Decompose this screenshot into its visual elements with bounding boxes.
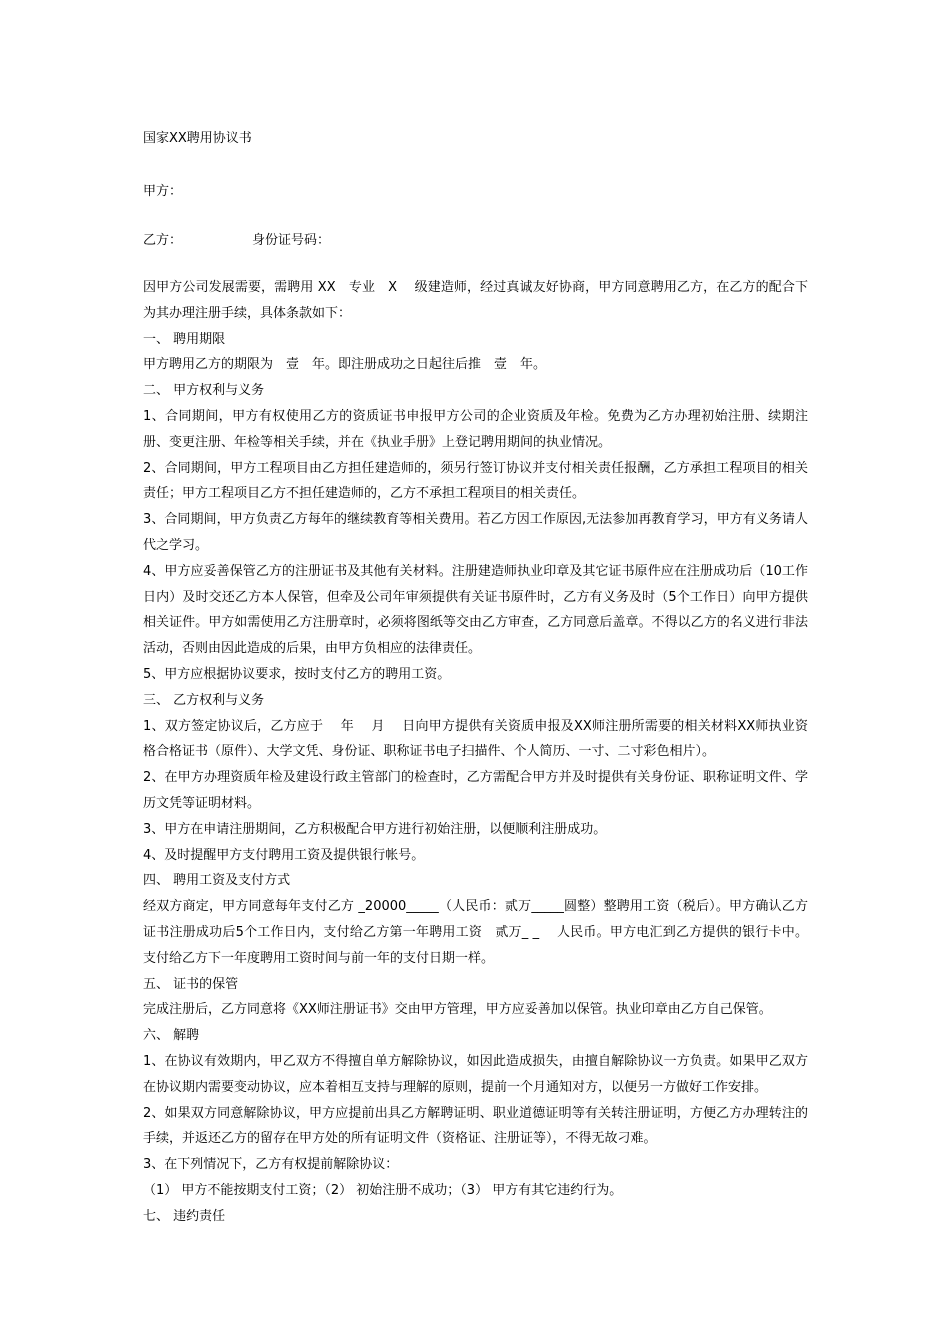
section-heading: 五、 证书的保管 xyxy=(143,976,239,992)
party-b-label: 乙方： xyxy=(143,233,183,248)
paragraph: 3、合同期间，甲方负责乙方每年的继续教育等相关费用。若乙方因工作原因,无法参加再教育学习，甲方有义务请人代之学习。 xyxy=(143,512,808,553)
section-heading: 三、 乙方权利与义务 xyxy=(143,692,265,708)
document-title: 国家XX聘用协议书 xyxy=(143,131,252,146)
paragraph: 经双方商定，甲方同意每年支付乙方 _20000_____（人民币：贰万_____圆整）整聘用工资（税后）。甲方确认乙方证书注册成功后5个工作日内，支付给乙方第一年聘用工资 贰万_ _ 人民币。甲方电汇到乙方提供的银行卡中。支付给乙方下一年度聘用工资时间与前一年的支付日期一样。 xyxy=(143,899,808,966)
paragraph: 2、在甲方办理资质年检及建设行政主管部门的检查时，乙方需配合甲方并及时提供有关身份证、职称证明文件、学历文凭等证明材料。 xyxy=(143,770,808,811)
paragraph: 1、合同期间，甲方有权使用乙方的资质证书申报甲方公司的企业资质及年检。免费为乙方办理初始注册、续期注册、变更注册、年检等相关手续，并在《执业手册》上登记聘用期间的执业情况。 xyxy=(143,408,808,450)
section-heading: 一、 聘用期限 xyxy=(143,331,226,347)
paragraph: （1） 甲方不能按期支付工资；（2） 初始注册不成功；（3） 甲方有其它违约行为。 xyxy=(143,1182,623,1198)
paragraph: 3、甲方在申请注册期间，乙方积极配合甲方进行初始注册，以便顺利注册成功。 xyxy=(143,821,607,837)
paragraph: 4、及时提醒甲方支付聘用工资及提供银行帐号。 xyxy=(143,847,425,863)
paragraph: 5、甲方应根据协议要求，按时支付乙方的聘用工资。 xyxy=(143,666,451,682)
paragraph: 2、如果双方同意解除协议，甲方应提前出具乙方解聘证明、职业道德证明等有关转注册证明，方便乙方办理转注的手续，并返还乙方的留存在甲方处的所有证明文件（资格证、注册证等），不得无故刁难。 xyxy=(143,1105,808,1147)
paragraph: 甲方聘用乙方的期限为 壹 年。即注册成功之日起往后推 壹 年。 xyxy=(143,357,547,373)
paragraph: 1、双方签定协议后，乙方应于 年 月 日向甲方提供有关资质申报及XX师注册所需要的相关材料XX师执业资格合格证书（原件）、大学文凭、身份证、职称证书电子扫描件、个人简历、一寸、二寸彩色相片）。 xyxy=(143,718,808,760)
paragraph: 因甲方公司发展需要，需聘用 XX 专业 X 级建造师，经过真诚友好协商，甲方同意聘用乙方，在乙方的配合下为其办理注册手续，具体条款如下： xyxy=(143,280,808,321)
section-heading: 七、 违约责任 xyxy=(143,1208,226,1224)
paragraph: 4、甲方应妥善保管乙方的注册证书及其他有关材料。注册建造师执业印章及其它证书原件应在注册成功后（10工作日内）及时交还乙方本人保管，但牵及公司年审须提供有关证书原件时，乙方有义务及时（5个工作日）向甲方提供相关证件。甲方如需使用乙方注册章时，必须将图纸等交由乙方审查，乙方同意后盖章。不得以乙方的名义进行非法活动，否则由因此造成的后果，由甲方负相应的法律责任。 xyxy=(143,563,808,657)
document-body xyxy=(143,275,808,1229)
section-heading: 四、 聘用工资及支付方式 xyxy=(143,873,291,889)
paragraph: 2、合同期间，甲方工程项目由乙方担任建造师的，须另行签订协议并支付相关责任报酬，乙方承担工程项目的相关责任；甲方工程项目乙方不担任建造师的，乙方不承担工程项目的相关责任。 xyxy=(143,460,808,502)
section-heading: 六、 解聘 xyxy=(143,1028,200,1044)
paragraph: 完成注册后，乙方同意将《XX师注册证书》交由甲方管理，甲方应妥善加以保管。执业印章由乙方自己保管。 xyxy=(143,1002,772,1018)
id-number-label: 身份证号码： xyxy=(252,233,331,248)
paragraph: 3、在下列情况下，乙方有权提前解除协议： xyxy=(143,1157,399,1173)
section-heading: 二、 甲方权利与义务 xyxy=(143,383,265,399)
paragraph: 1、在协议有效期内，甲乙双方不得擅自单方解除协议，如因此造成损失，由擅自解除协议一方负责。如果甲乙双方在协议期内需要变动协议，应本着相互支持与理解的原则，提前一个月通知对方，以便另一方做好工作安排。 xyxy=(143,1053,808,1095)
party-a-label: 甲方： xyxy=(143,184,183,199)
party-b-line xyxy=(143,229,330,248)
